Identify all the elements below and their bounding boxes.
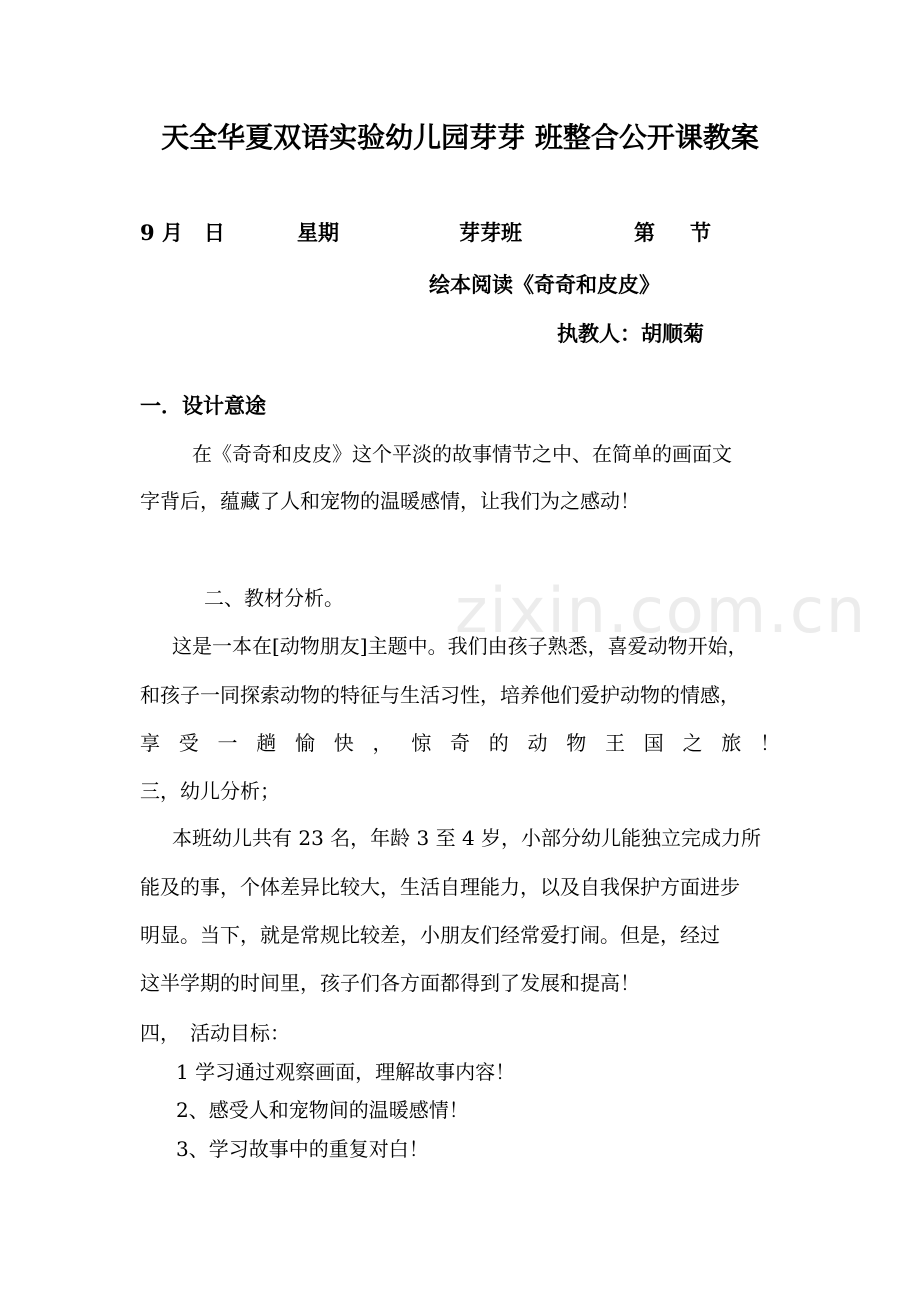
goal-item: 2、感受人和宠物间的温暖感情！ bbox=[176, 1098, 469, 1122]
paragraph-line: 能及的事，个体差异比较大，生活自理能力，以及自我保护方面进步 bbox=[140, 875, 740, 899]
meta-period-unit: 节 bbox=[690, 220, 711, 245]
paragraph-line: 这半学期的时间里，孩子们各方面都得到了发展和提高！ bbox=[140, 971, 640, 995]
section-heading-child-analysis: 三，幼儿分析； bbox=[140, 779, 280, 803]
lesson-subject: 绘本阅读《奇奇和皮皮》 bbox=[429, 272, 660, 297]
page-title: 天全华夏双语实验幼儿园芽芽 班整合公开课教案 bbox=[161, 121, 759, 154]
meta-class-name: 芽芽班 bbox=[459, 220, 522, 245]
paragraph-line: 本班幼儿共有 23 名，年龄 3 至 4 岁，小部分幼儿能独立完成力所 bbox=[172, 826, 762, 850]
section-heading-material-analysis: 二、教材分析。 bbox=[204, 586, 344, 610]
meta-date: 9 月 日 bbox=[140, 220, 225, 245]
teacher-name: 执教人：胡顺菊 bbox=[557, 321, 704, 346]
meta-weekday: 星期 bbox=[297, 220, 339, 245]
paragraph-line: 和孩子一同探索动物的特征与生活习性，培养他们爱护动物的情感， bbox=[140, 683, 740, 707]
paragraph-line: 这是一本在[动物朋友]主题中。我们由孩子熟悉，喜爱动物开始， bbox=[172, 634, 748, 658]
paragraph-line: 在《奇奇和皮皮》这个平淡的故事情节之中、在简单的画面文 bbox=[192, 442, 732, 466]
paragraph-line-justified: 享受一趟愉快，惊奇的动物王国之旅！ bbox=[140, 731, 780, 755]
section-heading-activity-goals: 四， 活动目标： bbox=[140, 1021, 290, 1045]
section-heading-design-intent: 一．设计意途 bbox=[140, 393, 266, 418]
watermark: zixin.com.cn bbox=[455, 574, 868, 647]
paragraph-line: 明显。当下，就是常规比较差，小朋友们经常爱打闹。但是，经过 bbox=[140, 923, 720, 947]
goal-item: 1 学习通过观察画面，理解故事内容！ bbox=[176, 1060, 516, 1084]
goal-item: 3、学习故事中的重复对白！ bbox=[176, 1137, 429, 1161]
meta-period-label: 第 bbox=[634, 220, 655, 245]
paragraph-line: 字背后，蕴藏了人和宠物的温暖感情，让我们为之感动！ bbox=[140, 489, 640, 513]
